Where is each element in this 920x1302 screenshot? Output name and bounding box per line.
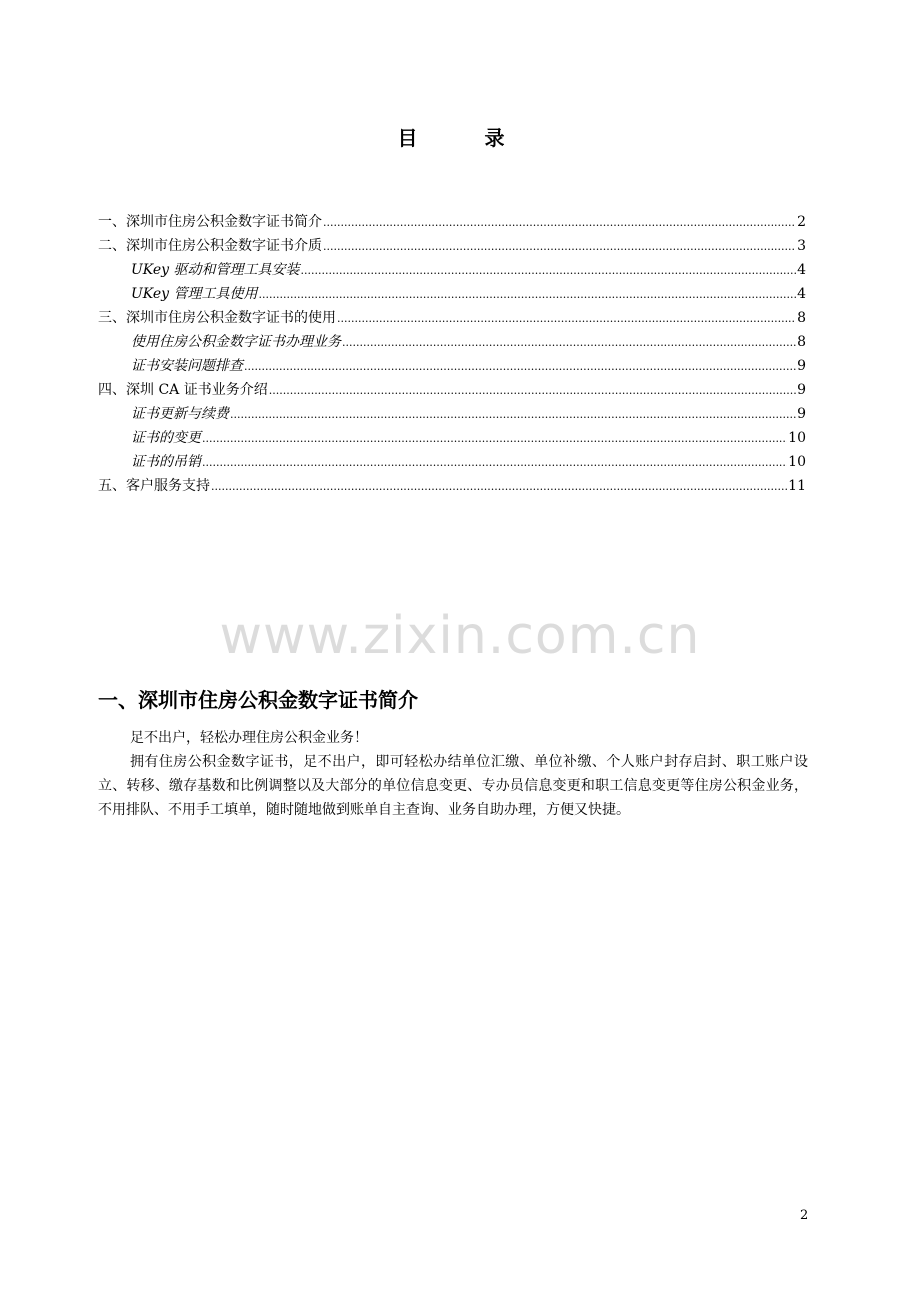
toc-entry-text: 证书更新与续费 xyxy=(131,406,229,422)
toc-entry-2[interactable] xyxy=(98,234,806,258)
toc-leader-dots xyxy=(230,402,796,427)
toc-leader-dots xyxy=(301,258,797,283)
toc-leader-dots xyxy=(323,210,796,235)
toc-entry-10[interactable] xyxy=(98,426,806,450)
toc-entry-page: 10 xyxy=(788,430,806,446)
toc-leader-dots xyxy=(269,378,796,403)
toc-leader-dots xyxy=(202,450,787,475)
toc-entry-7[interactable] xyxy=(98,354,806,378)
toc-entry-text: 三、深圳市住房公积金数字证书的使用 xyxy=(98,310,336,326)
toc-entry-text: 二、深圳市住房公积金数字证书介质 xyxy=(98,238,322,254)
toc-entry-text: 使用住房公积金数字证书办理业务 xyxy=(131,334,341,350)
toc-leader-dots xyxy=(259,282,797,307)
toc-entry-page: 4 xyxy=(797,262,806,278)
paragraph-body: 拥有住房公积金数字证书，足不出户，即可轻松办结单位汇缴、单位补缴、个人账户封存启封、职工账户设立、转移、缴存基数和比例调整以及大部分的单位信息变更、专办员信息变更和职工信息变更等住房公积金业务，不用排队、不用手工填单，随时随地做到账单自主查询、业务自助办理，方便又快捷。 xyxy=(98,754,808,818)
toc-entry-text: 证书安装问题排查 xyxy=(131,358,243,374)
toc-entry-4[interactable] xyxy=(98,282,806,306)
toc-entry-12[interactable] xyxy=(98,474,806,498)
toc-entry-text: 一、深圳市住房公积金数字证书简介 xyxy=(98,214,322,230)
paragraph-intro: 足不出户，轻松办理住房公积金业务！ xyxy=(130,730,368,746)
page-number: 2 xyxy=(800,1208,809,1223)
toc-entry-page: 4 xyxy=(797,286,806,302)
toc-entry-page: 9 xyxy=(797,358,806,374)
toc-entry-11[interactable] xyxy=(98,450,806,474)
toc-leader-dots xyxy=(202,426,787,451)
watermark: www.zixin.com.cn xyxy=(219,606,701,666)
toc-leader-dots xyxy=(211,474,787,499)
toc-entry-page: 10 xyxy=(788,454,806,470)
toc-entry-page: 8 xyxy=(797,334,806,350)
toc-leader-dots xyxy=(337,306,796,331)
toc-entry-page: 3 xyxy=(797,238,806,254)
toc-entry-text: UKey 驱动和管理工具安装 xyxy=(131,262,300,278)
toc-entry-8[interactable] xyxy=(98,378,806,402)
toc-entry-page: 9 xyxy=(797,382,806,398)
toc-entry-text: UKey 管理工具使用 xyxy=(131,286,258,302)
toc-entry-page: 9 xyxy=(797,406,806,422)
toc-leader-dots xyxy=(244,354,796,379)
toc-entry-text: 证书的吊销 xyxy=(131,454,201,470)
toc-entry-9[interactable] xyxy=(98,402,806,426)
toc-entry-text: 四、深圳 CA 证书业务介绍 xyxy=(98,382,268,398)
toc-entry-page: 2 xyxy=(797,214,806,230)
toc-leader-dots xyxy=(342,330,796,355)
toc-entry-3[interactable] xyxy=(98,258,806,282)
table-of-contents xyxy=(98,210,806,498)
toc-leader-dots xyxy=(323,234,796,259)
toc-entry-page: 8 xyxy=(797,310,806,326)
toc-entry-page: 11 xyxy=(788,478,806,494)
toc-entry-text: 证书的变更 xyxy=(131,430,201,446)
toc-title: 目 录 xyxy=(397,126,535,150)
toc-entry-6[interactable] xyxy=(98,330,806,354)
toc-entry-text: 五、客户服务支持 xyxy=(98,478,210,494)
section-heading: 一、深圳市住房公积金数字证书简介 xyxy=(98,688,418,712)
toc-entry-1[interactable] xyxy=(98,210,806,234)
toc-entry-5[interactable] xyxy=(98,306,806,330)
